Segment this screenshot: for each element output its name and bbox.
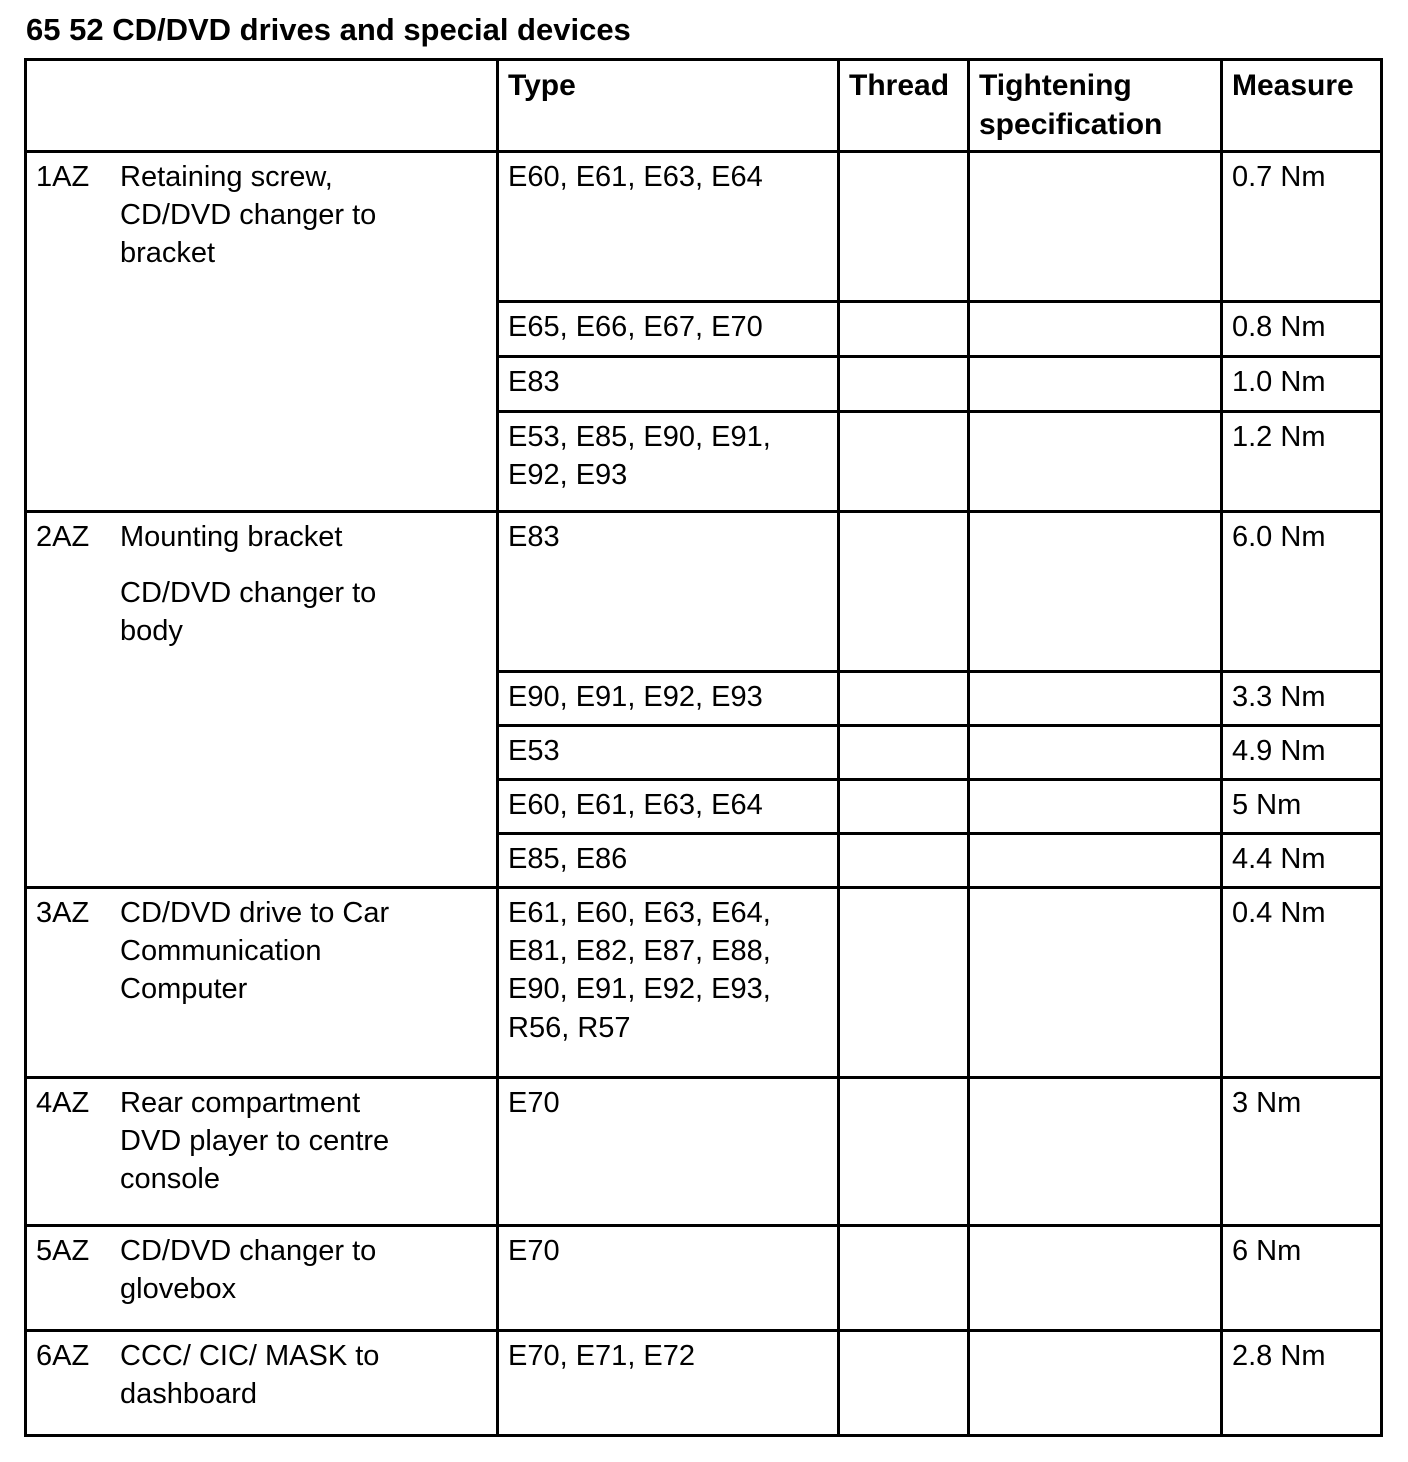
cell-measure: 1.0 Nm [1222,356,1382,411]
item-description [120,1084,487,1199]
description-line: console [120,1163,220,1196]
cell-type: E83 [498,511,839,671]
cell-measure: 3 Nm [1222,1077,1382,1225]
item-code: 6AZ [36,1339,90,1372]
cell-tightening [969,887,1222,1077]
page-title: 65 52 CD/DVD drives and special devices [26,12,631,47]
item-description [120,518,487,651]
table-row [26,1225,1382,1330]
cell-measure: 4.4 Nm [1222,833,1382,887]
cell-thread [839,779,969,833]
cell-tightening [969,833,1222,887]
header-thread: Thread [839,59,969,151]
description-line: Retaining screw, [120,160,333,193]
item-inner [36,1337,487,1414]
item-code: 5AZ [36,1234,90,1267]
cell-type: E70 [498,1225,839,1330]
description-line: DVD player to centre [120,1125,390,1158]
table-row [26,511,1382,671]
cell-tightening [969,356,1222,411]
header-measure: Measure [1222,59,1382,151]
cell-type: E70, E71, E72 [498,1330,839,1435]
cell-thread [839,1225,969,1330]
cell-thread [839,301,969,356]
description-line: CD/DVD changer to [120,577,377,610]
cell-type: E70 [498,1077,839,1225]
cell-type: E90, E91, E92, E93 [498,671,839,725]
item-inner [36,1232,487,1309]
cell-thread [839,511,969,671]
item-inner [36,158,487,273]
cell-thread [839,887,969,1077]
cell-tightening [969,1225,1222,1330]
item-cell-6az [26,1330,498,1435]
item-description [120,1232,487,1309]
cell-thread [839,356,969,411]
cell-tightening [969,725,1222,779]
item-description [120,158,487,273]
cell-tightening [969,151,1222,301]
item-cell-3az [26,887,498,1077]
cell-type: E53 [498,725,839,779]
cell-measure: 0.8 Nm [1222,301,1382,356]
cell-type: E60, E61, E63, E64 [498,779,839,833]
cell-type: E83 [498,356,839,411]
item-cell-4az [26,1077,498,1225]
item-cell-5az [26,1225,498,1330]
cell-type: E60, E61, E63, E64 [498,151,839,301]
item-inner [36,1084,487,1199]
cell-measure: 2.8 Nm [1222,1330,1382,1435]
cell-measure: 0.4 Nm [1222,887,1382,1077]
cell-thread [839,671,969,725]
cell-measure: 1.2 Nm [1222,411,1382,511]
item-code: 3AZ [36,896,90,929]
cell-tightening [969,301,1222,356]
header-item [26,59,498,151]
table-row [26,1330,1382,1435]
cell-measure: 3.3 Nm [1222,671,1382,725]
cell-type: E65, E66, E67, E70 [498,301,839,356]
item-cell-1az [26,151,498,511]
header-row [26,59,1382,151]
item-description [120,894,487,1009]
cell-measure: 6.0 Nm [1222,511,1382,671]
cell-measure: 0.7 Nm [1222,151,1382,301]
cell-tightening [969,1077,1222,1225]
cell-type: E85, E86 [498,833,839,887]
cell-measure: 6 Nm [1222,1225,1382,1330]
table-row [26,151,1382,301]
description-line: bracket [120,237,216,270]
cell-tightening [969,411,1222,511]
cell-thread [839,725,969,779]
item-inner [36,894,487,1009]
table-row [26,887,1382,1077]
item-code: 1AZ [36,160,90,193]
description-line: glovebox [120,1273,237,1306]
description-line: Communication [120,935,322,968]
description-line: dashboard [120,1378,258,1411]
cell-thread [839,1330,969,1435]
cell-thread [839,411,969,511]
description-line: Mounting bracket [120,520,343,553]
cell-tightening [969,779,1222,833]
cell-tightening [969,511,1222,671]
item-cell-2az [26,511,498,887]
cell-measure: 5 Nm [1222,779,1382,833]
description-line: CD/DVD changer to [120,199,377,232]
cell-tightening [969,671,1222,725]
header-type: Type [498,59,839,151]
description-line: Rear compartment [120,1086,361,1119]
cell-type: E53, E85, E90, E91, E92, E93 [498,411,839,511]
description-line: CCC/ CIC/ MASK to [120,1339,380,1372]
item-code: 2AZ [36,520,90,553]
torque-spec-table [24,58,1383,1437]
cell-tightening [969,1330,1222,1435]
description-line: CD/DVD drive to Car [120,896,390,929]
header-tightening-specification: Tightening specification [969,59,1222,151]
item-description [120,1337,487,1414]
cell-type: E61, E60, E63, E64, E81, E82, E87, E88, E90, E91, E92, E93, R56, R57 [498,887,839,1077]
cell-thread [839,151,969,301]
description-line: CD/DVD changer to [120,1234,377,1267]
cell-thread [839,833,969,887]
item-inner [36,518,487,651]
description-line: body [120,615,183,648]
description-line: Computer [120,973,248,1006]
table-row [26,1077,1382,1225]
cell-thread [839,1077,969,1225]
item-code: 4AZ [36,1086,90,1119]
cell-measure: 4.9 Nm [1222,725,1382,779]
